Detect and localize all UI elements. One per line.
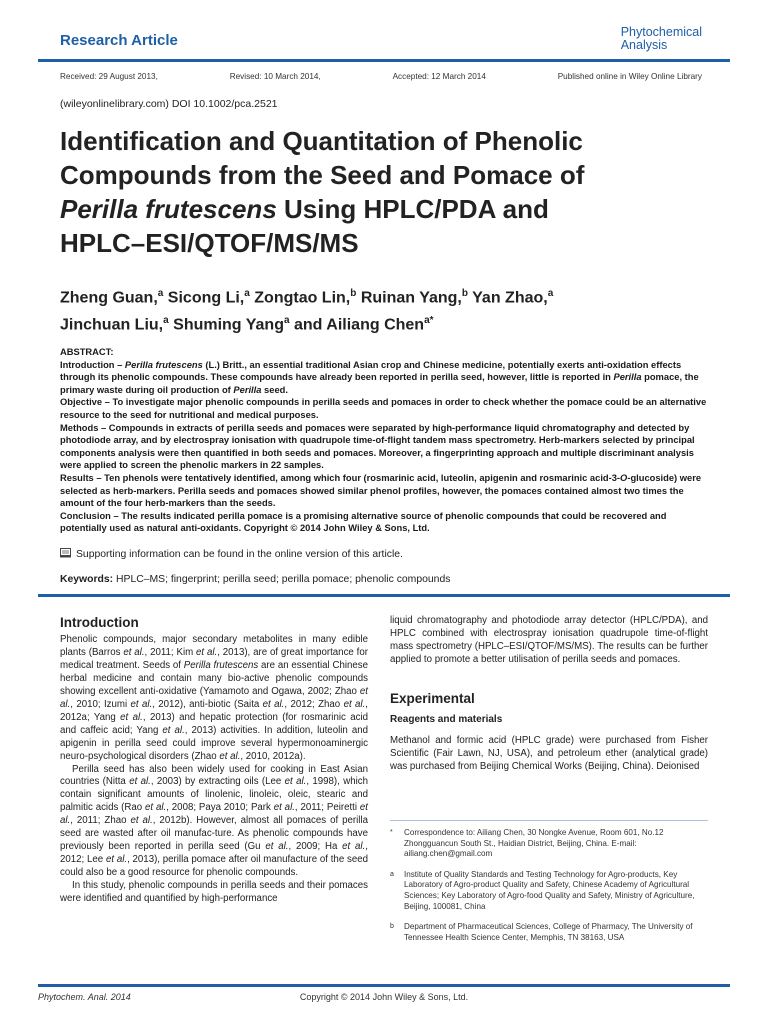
paragraph: In this study, phenolic compounds in perilla seeds and their pomaces were identified and quantified by high-performance bbox=[60, 880, 368, 905]
abstract-text: -glucoside) were selected as herb-markers. Perilla seeds and pomaces showed similar phenol profiles, however, the pomaces contained almost two times the amount of the four herb-markers than the seeds. bbox=[60, 472, 702, 509]
abstract-text: (L.) Britt., an essential traditional Asian crop and Chinese medicine, potentially exerts anti-oxidation effects through its phenolic compounds. These compounds have already been reported in perilla seed, however, little is reported in bbox=[60, 359, 682, 383]
footer-copyright: Copyright © 2014 John Wiley & Sons, Ltd. bbox=[299, 992, 469, 1002]
header-rule bbox=[38, 59, 730, 62]
paragraph bbox=[60, 634, 368, 764]
author-affiliation: a* bbox=[424, 315, 434, 327]
text-run: , 2013) and hepatic protection (for rosmarinic acid and caffeic acid; Yang bbox=[60, 711, 368, 736]
text-run: , 2010; Izumi bbox=[70, 698, 131, 710]
text-run: , 2012), anti-biotic (Saita bbox=[152, 698, 263, 710]
text-run: , 2011; Peiretti bbox=[294, 802, 360, 814]
title-line bbox=[60, 192, 720, 226]
text-run: , 2011; Kim bbox=[144, 646, 197, 658]
author-line bbox=[60, 309, 710, 336]
keywords bbox=[60, 574, 450, 585]
abstract-results bbox=[60, 472, 710, 510]
abstract-heading: ABSTRACT: bbox=[60, 347, 114, 357]
italic-text: et al. bbox=[196, 646, 218, 658]
abstract-text: pomace, the primary waste during oil production of bbox=[60, 372, 699, 395]
author-name: Jinchuan Liu, bbox=[60, 316, 164, 334]
author-name: Shuming Yang bbox=[173, 316, 284, 334]
footnote-text: Correspondence to: Ailiang Chen, 30 Nongke Avenue, Room 601, No.12 Zhongguancun South St., Haidian District, Beijing, China. E-mail: ailiang.chen@gmail.com bbox=[404, 828, 664, 859]
title-line: HPLC–ESI/QTOF/MS/MS bbox=[60, 228, 359, 258]
footnote-mark: b bbox=[390, 923, 394, 931]
paragraph: liquid chromatography and photodiode array detector (HPLC/PDA), and HPLC combined with electrospray ionisation quadrupole time-of-flight mass spectrometry (HPLC–ESI/QTOF/MS/MS). The results can be further applied to promote a better utilisation of perilla seeds and pomaces. bbox=[390, 615, 708, 665]
reagents-heading: Reagents and materials bbox=[390, 713, 503, 725]
italic-text: et al. bbox=[342, 841, 366, 853]
history-dates bbox=[60, 72, 702, 81]
text-run: , 2008; Paya 2010; Park bbox=[166, 802, 274, 814]
footer-journal: Phytochem. Anal. 2014 bbox=[38, 992, 131, 1002]
supporting-info bbox=[60, 548, 403, 561]
footnote-text: Institute of Quality Standards and Testing Technology for Agro-products, Key Laboratory of Agro-product Quality and Safety, Chinese Academy of Agricultural Sciences; Key Laboratory of Agro-food Quality and Safety, Ministry of Agriculture, Beijing, 100081, China bbox=[404, 869, 695, 911]
keywords-text: HPLC–MS; fingerprint; perilla seed; perilla pomace; phenolic compounds bbox=[113, 574, 451, 585]
italic-text: et al. bbox=[105, 854, 128, 866]
accepted-date: Accepted: 12 March 2014 bbox=[392, 72, 486, 81]
text-run: , 2012; Lee bbox=[60, 841, 368, 866]
author-affiliation: a bbox=[547, 288, 554, 299]
abstract-methods: Methods – Compounds in extracts of perilla seeds and pomaces were separated by high-performance liquid chromatography and detected by photodiode array, and by electrospray ionisation with quadrupole time-of-flight tandem mass spectrometry. Herb-markers selected by principal components analysis were then quantified in both seeds and pomaces. Moreover, a fingerprinting approach and multiple discriminant analysis were applied to screen the phenolic markers in 22 samples. bbox=[60, 422, 695, 471]
footnote-mark: a bbox=[390, 870, 394, 878]
author-name: Yan Zhao, bbox=[472, 289, 548, 307]
title-line: Compounds from the Seed and Pomace of bbox=[60, 160, 585, 190]
doi[interactable]: (wileyonlinelibrary.com) DOI 10.1002/pca.2521 bbox=[60, 98, 278, 110]
author-affiliation: a bbox=[244, 288, 250, 299]
left-column bbox=[60, 615, 368, 906]
footnote-rule bbox=[390, 820, 708, 821]
footnote-text: Department of Pharmaceutical Sciences, College of Pharmacy, The University of Tennessee Health Science Center, Memphis, TN 38163, USA bbox=[404, 922, 693, 942]
right-column bbox=[390, 615, 708, 774]
title-line: Identification and Quantitation of Phenolic bbox=[60, 126, 583, 156]
italic-text: Perilla frutescens bbox=[183, 659, 259, 671]
author-name: Zongtao Lin, bbox=[254, 289, 351, 307]
introduction-heading: Introduction bbox=[60, 615, 139, 630]
italic-text: et al. bbox=[60, 802, 368, 827]
italic-text: et al. bbox=[129, 776, 151, 788]
abstract-conclusion: Conclusion – The results indicated perilla pomace is a promising alternative source of phenolic compounds that could be recovered and potentially used as natural anti-oxidants. Copyright © 2014 John Wiley & Sons, Ltd. bbox=[60, 510, 667, 534]
abstract-introduction bbox=[60, 359, 710, 397]
italic-text: et al. bbox=[130, 698, 153, 710]
article-title bbox=[60, 124, 720, 260]
article-type: Research Article bbox=[60, 32, 178, 49]
footer-rule bbox=[38, 984, 730, 987]
published-online: Published online in Wiley Online Library bbox=[557, 72, 702, 81]
footnotes bbox=[390, 828, 708, 943]
abstract-text: Introduction – bbox=[60, 359, 125, 370]
footnote bbox=[390, 870, 708, 912]
keywords-label: Keywords: bbox=[60, 574, 114, 585]
author-list bbox=[60, 282, 710, 337]
author-affiliation: b bbox=[461, 288, 468, 299]
author-name: Sicong Li, bbox=[167, 289, 245, 307]
text-run: , 2013), perilla pomace after oil manufacture of the seed could also be a good resource for phenolic compounds. bbox=[60, 854, 368, 879]
supporting-info-text: Supporting information can be found in the online version of this article. bbox=[76, 549, 403, 560]
abstract-text: Results – Ten phenols were tentatively identified, among which four (rosmarinic acid, luteolin, apigenin and rosmarinic acid-3- bbox=[60, 472, 621, 483]
text-run: Phenolic compounds, major secondary metabolites in many edible plants (Barros bbox=[60, 634, 368, 658]
text-run: , 2012; Zhao bbox=[284, 698, 344, 710]
text-run: , 2013) activities. In addition, luteolin and apigenin in perilla seed could improve several hypermonoaminergic neuro-psychological disorders (Zhao bbox=[60, 724, 368, 762]
text-run: , 2009; Ha bbox=[288, 841, 343, 853]
journal-name-line1: Phytochemical bbox=[620, 25, 702, 39]
text-run: , 2012a; Yang bbox=[60, 698, 368, 723]
author-name: Ruinan Yang, bbox=[360, 289, 462, 307]
abstract-objective: Objective – To investigate major phenolic compounds in perilla seeds and pomaces in order to check whether the pomace could be an alternative resource to the seed for nutritional and medical purposes. bbox=[60, 397, 707, 420]
author-name: and Ailiang Chen bbox=[293, 316, 425, 334]
italic-text: et al. bbox=[145, 802, 167, 814]
species-name: Perilla bbox=[613, 372, 642, 383]
author-affiliation: a bbox=[283, 315, 290, 327]
author-affiliation: a bbox=[163, 315, 169, 327]
italic-text: et al. bbox=[262, 698, 285, 710]
abstract-text: O bbox=[620, 472, 628, 483]
text-run: , 1998), which contain significant amounts of linolenic, linoleic, oleic, stearic and palmitic acids (Rao bbox=[60, 776, 368, 814]
footnote-mark: * bbox=[390, 829, 393, 836]
species-name: Perilla frutescens bbox=[124, 359, 203, 370]
italic-text: et al. bbox=[265, 841, 289, 853]
journal-name-line2: Analysis bbox=[620, 38, 668, 52]
text-run: are an essential Chinese herbal medicine and contain many bio-active phenolic compounds showing excellent anti-oxidative (Yamamoto and Ogawa, 2002; Zhao bbox=[60, 659, 368, 697]
section-rule bbox=[38, 594, 730, 597]
text-run: Perilla seed has also been widely used for cooking in East Asian countries (Nitta bbox=[60, 763, 368, 788]
italic-text: et al. bbox=[120, 711, 143, 723]
italic-text: et al. bbox=[273, 802, 295, 814]
paragraph bbox=[60, 764, 368, 881]
author-affiliation: a bbox=[157, 288, 164, 299]
footnote bbox=[390, 922, 708, 943]
italic-text: et al. bbox=[130, 815, 153, 827]
species-name: Perilla bbox=[233, 384, 262, 395]
italic-text: et al. bbox=[343, 698, 366, 710]
italic-text: et al. bbox=[123, 646, 145, 658]
italic-text: et al. bbox=[60, 685, 368, 710]
experimental-heading: Experimental bbox=[390, 690, 475, 706]
paragraph: Methanol and formic acid (HPLC grade) were purchased from Fisher Scientific (Fair Lawn, NJ, USA), and petroleum ether (analytical grade) was purchased from Beijing Chemical Works (Beijing, China). Deionised bbox=[390, 734, 708, 772]
italic-text: et al. bbox=[162, 724, 185, 736]
text-run: , 2012b). However, almost all pomaces of perilla seed are wasted after oil manufac-ture. As phenolic compounds have previously been reported in perilla seed (Gu bbox=[60, 815, 368, 853]
introduction-body bbox=[60, 634, 368, 906]
author-name: Zheng Guan, bbox=[60, 289, 158, 307]
author-affiliation: b bbox=[350, 288, 357, 299]
abstract bbox=[60, 346, 710, 535]
italic-text: et al. bbox=[219, 750, 241, 762]
title-text: Using HPLC/PDA and bbox=[276, 194, 549, 224]
text-run: , 2011; Zhao bbox=[70, 815, 131, 827]
document-icon bbox=[60, 548, 71, 561]
abstract-text: seed. bbox=[261, 384, 288, 395]
text-run: , 2003) by extracting oils (Lee bbox=[150, 776, 285, 788]
revised-date: Revised: 10 March 2014, bbox=[229, 72, 321, 81]
journal-logo bbox=[621, 26, 702, 52]
italic-text: et al. bbox=[284, 776, 307, 788]
footnote bbox=[390, 828, 708, 860]
text-run: , 2010, 2012a). bbox=[240, 750, 306, 762]
received-date: Received: 29 August 2013, bbox=[60, 72, 158, 81]
author-line bbox=[60, 282, 710, 309]
title-species: Perilla frutescens bbox=[60, 194, 277, 224]
text-run: , 2013), are of great importance for medical treatment. Seeds of bbox=[60, 646, 368, 671]
